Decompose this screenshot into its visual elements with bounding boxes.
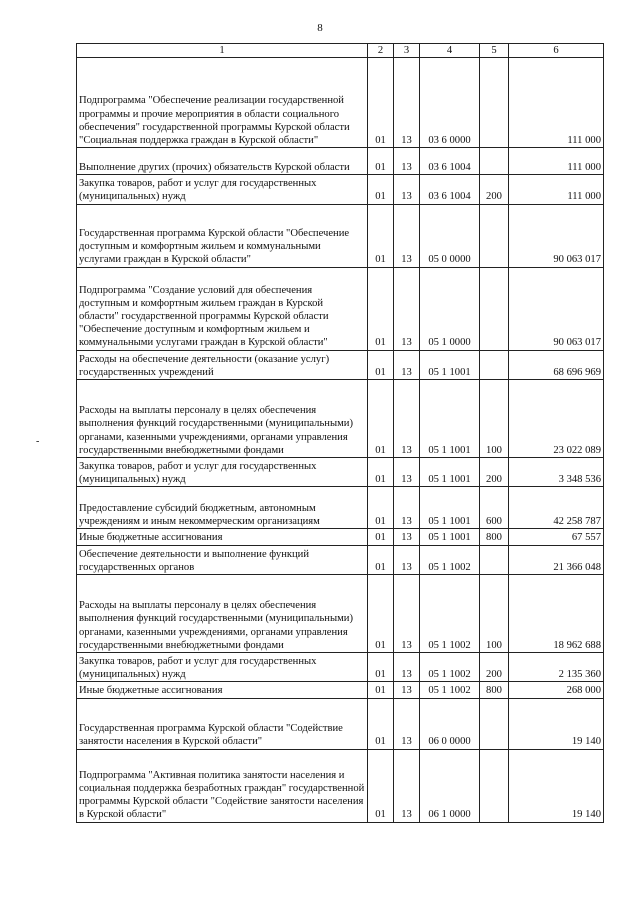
row-description: Обеспечение деятельности и выполнение функций государственных органов (77, 545, 368, 574)
row-description: Иные бюджетные ассигнования (77, 682, 368, 698)
row-description: Подпрограмма "Активная политика занятости населения и социальная поддержка безработных граждан" государственной программы Курской области "Содействие занятости населения в Курской области" (77, 749, 368, 822)
target-item-code: 05 1 1001 (420, 380, 480, 458)
amount: 90 063 017 (509, 267, 604, 350)
column-header: 6 (509, 44, 604, 58)
row-description: Государственная программа Курской области "Обеспечение доступным и комфортным жильем и коммунальными услугами граждан в Курской области" (77, 204, 368, 267)
target-item-code: 05 1 1002 (420, 653, 480, 682)
table-row (77, 267, 604, 350)
table-row (77, 529, 604, 545)
target-item-code: 03 6 1004 (420, 148, 480, 175)
subsection-code: 13 (394, 682, 420, 698)
section-code: 01 (368, 575, 394, 653)
table-row (77, 380, 604, 458)
table-row (77, 458, 604, 487)
section-code: 01 (368, 487, 394, 529)
subsection-code: 13 (394, 458, 420, 487)
amount: 68 696 969 (509, 350, 604, 379)
section-code: 01 (368, 175, 394, 204)
row-description: Иные бюджетные ассигнования (77, 529, 368, 545)
target-item-code: 05 1 1001 (420, 350, 480, 379)
table-row (77, 545, 604, 574)
table-row (77, 653, 604, 682)
target-item-code: 06 1 0000 (420, 749, 480, 822)
section-code: 01 (368, 529, 394, 545)
section-code: 01 (368, 204, 394, 267)
expense-type-code (480, 749, 509, 822)
row-description: Расходы на выплаты персоналу в целях обеспечения выполнения функций государственными (муниципальными) органами, казенными учреждениями, органами управления государственными внебюджетными фондами (77, 380, 368, 458)
section-code: 01 (368, 653, 394, 682)
amount: 19 140 (509, 698, 604, 749)
budget-table (76, 43, 604, 823)
section-code: 01 (368, 350, 394, 379)
subsection-code: 13 (394, 575, 420, 653)
table-row (77, 148, 604, 175)
subsection-code: 13 (394, 698, 420, 749)
subsection-code: 13 (394, 529, 420, 545)
amount: 111 000 (509, 175, 604, 204)
column-header: 5 (480, 44, 509, 58)
column-header: 4 (420, 44, 480, 58)
amount: 19 140 (509, 749, 604, 822)
expense-type-code: 200 (480, 458, 509, 487)
target-item-code: 05 1 1001 (420, 529, 480, 545)
amount: 111 000 (509, 148, 604, 175)
section-code: 01 (368, 148, 394, 175)
amount: 21 366 048 (509, 545, 604, 574)
target-item-code: 03 6 1004 (420, 175, 480, 204)
amount: 67 557 (509, 529, 604, 545)
row-description: Выполнение других (прочих) обязательств Курской области (77, 148, 368, 175)
amount: 23 022 089 (509, 380, 604, 458)
expense-type-code: 100 (480, 575, 509, 653)
subsection-code: 13 (394, 545, 420, 574)
column-header: 3 (394, 44, 420, 58)
amount: 18 962 688 (509, 575, 604, 653)
target-item-code: 05 1 1002 (420, 545, 480, 574)
column-header: 2 (368, 44, 394, 58)
section-code: 01 (368, 458, 394, 487)
section-code: 01 (368, 58, 394, 148)
row-description: Подпрограмма "Создание условий для обеспечения доступным и комфортным жильем граждан в Курской области" государственной программы Курской области "Обеспечение доступным и комфортным жильем и коммунальными услугами граждан в Курской области" (77, 267, 368, 350)
target-item-code: 05 1 1002 (420, 575, 480, 653)
section-code: 01 (368, 682, 394, 698)
expense-type-code (480, 350, 509, 379)
target-item-code: 03 6 0000 (420, 58, 480, 148)
page-number: 8 (317, 22, 323, 34)
row-description: Закупка товаров, работ и услуг для государственных (муниципальных) нужд (77, 175, 368, 204)
subsection-code: 13 (394, 204, 420, 267)
subsection-code: 13 (394, 175, 420, 204)
expense-type-code (480, 148, 509, 175)
section-code: 01 (368, 698, 394, 749)
subsection-code: 13 (394, 58, 420, 148)
table-row (77, 749, 604, 822)
expense-type-code (480, 204, 509, 267)
target-item-code: 05 1 1001 (420, 458, 480, 487)
expense-type-code: 100 (480, 380, 509, 458)
expense-type-code (480, 58, 509, 148)
expense-type-code: 200 (480, 653, 509, 682)
expense-type-code: 200 (480, 175, 509, 204)
expense-type-code (480, 698, 509, 749)
section-code: 01 (368, 267, 394, 350)
target-item-code: 05 1 1001 (420, 487, 480, 529)
row-description: Подпрограмма "Обеспечение реализации государственной программы и прочие мероприятия в области социального обеспечения" государственной программы Курской области "Социальная поддержка граждан в Курской области" (77, 58, 368, 148)
subsection-code: 13 (394, 350, 420, 379)
expense-type-code (480, 267, 509, 350)
table-row (77, 682, 604, 698)
expense-type-code (480, 545, 509, 574)
column-header: 1 (77, 44, 368, 58)
amount: 268 000 (509, 682, 604, 698)
amount: 90 063 017 (509, 204, 604, 267)
table-row (77, 698, 604, 749)
subsection-code: 13 (394, 380, 420, 458)
row-description: Расходы на обеспечение деятельности (оказание услуг) государственных учреждений (77, 350, 368, 379)
target-item-code: 05 0 0000 (420, 204, 480, 267)
amount: 3 348 536 (509, 458, 604, 487)
row-description: Предоставление субсидий бюджетным, автономным учреждениям и иным некоммерческим организациям (77, 487, 368, 529)
table-row (77, 575, 604, 653)
table-row (77, 487, 604, 529)
table-header-row (77, 44, 604, 58)
row-description: Закупка товаров, работ и услуг для государственных (муниципальных) нужд (77, 458, 368, 487)
amount: 2 135 360 (509, 653, 604, 682)
table-row (77, 175, 604, 204)
expense-type-code: 600 (480, 487, 509, 529)
subsection-code: 13 (394, 267, 420, 350)
subsection-code: 13 (394, 653, 420, 682)
target-item-code: 05 1 0000 (420, 267, 480, 350)
expense-type-code: 800 (480, 682, 509, 698)
row-description: Государственная программа Курской области "Содействие занятости населения в Курской области" (77, 698, 368, 749)
target-item-code: 05 1 1002 (420, 682, 480, 698)
expense-type-code: 800 (480, 529, 509, 545)
amount: 111 000 (509, 58, 604, 148)
table-row (77, 58, 604, 148)
section-code: 01 (368, 749, 394, 822)
margin-mark: - (36, 436, 40, 447)
table-row (77, 204, 604, 267)
section-code: 01 (368, 380, 394, 458)
target-item-code: 06 0 0000 (420, 698, 480, 749)
table-row (77, 350, 604, 379)
amount: 42 258 787 (509, 487, 604, 529)
subsection-code: 13 (394, 749, 420, 822)
subsection-code: 13 (394, 487, 420, 529)
subsection-code: 13 (394, 148, 420, 175)
row-description: Закупка товаров, работ и услуг для государственных (муниципальных) нужд (77, 653, 368, 682)
row-description: Расходы на выплаты персоналу в целях обеспечения выполнения функций государственными (муниципальными) органами, казенными учреждениями, органами управления государственными внебюджетными фондами (77, 575, 368, 653)
section-code: 01 (368, 545, 394, 574)
